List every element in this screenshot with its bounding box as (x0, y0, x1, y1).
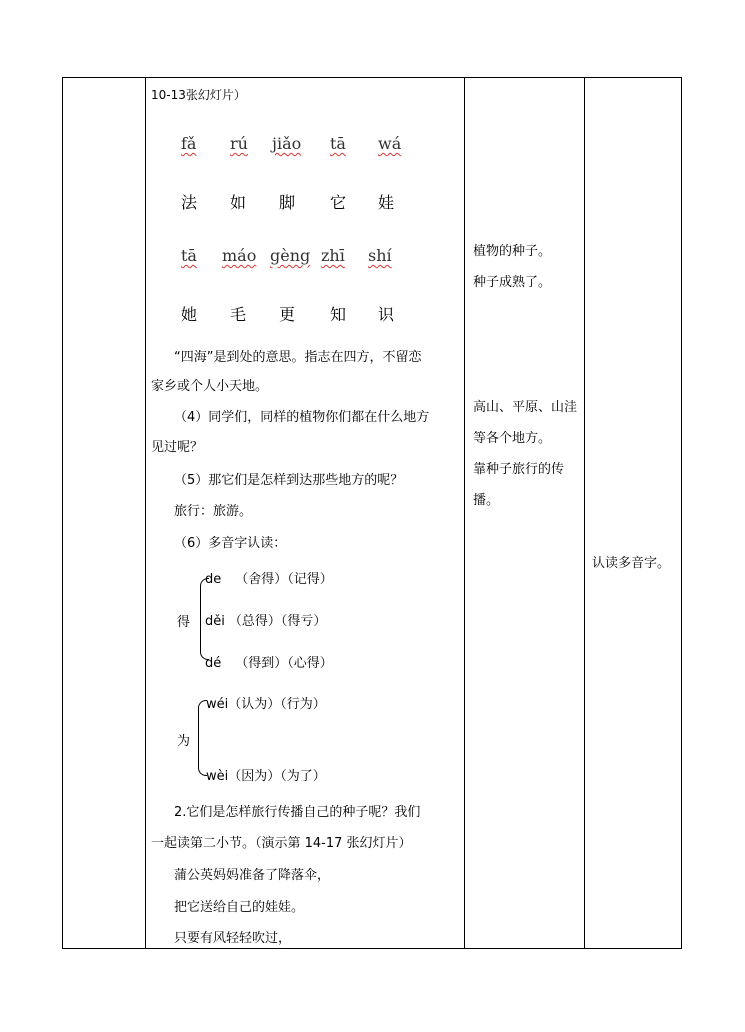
de-pinyin-1: de (205, 572, 222, 587)
de-reading-2 (205, 610, 326, 629)
de-words-1: （舍得）（记得） (235, 572, 333, 587)
wei-words-2: （因为）（为了） (228, 769, 326, 784)
polyphone-wei-char: 为 (177, 734, 191, 749)
de-words-2: （总得）（得亏） (228, 614, 327, 629)
polyphone-de-char: 得 (177, 615, 191, 630)
q4-line1: （4）同学们，同样的植物你们都在什么地方 (174, 410, 430, 425)
lesson-table (62, 77, 682, 949)
pinyin-ta2: tā (181, 246, 197, 265)
poem-line1: 蒲公英妈妈准备了降落伞， (174, 868, 331, 883)
pinyin-shi: shí (368, 246, 392, 265)
sihai-line2: 家乡或个人小天地。 (151, 379, 269, 394)
pinyin-ta: tā (330, 134, 346, 153)
pinyin-wa: wá (378, 134, 402, 153)
pinyin-fa: fǎ (181, 134, 197, 153)
wei-reading-1 (206, 693, 326, 712)
col3-cell (465, 78, 584, 948)
char-ta-she: 她 (181, 305, 198, 324)
col3-line2: 种子成熟了。 (473, 275, 552, 290)
pinyin-jiao: jiǎo (272, 134, 302, 153)
q4-line2: 见过呢？ (151, 440, 204, 455)
col3-line6: 播。 (473, 493, 500, 508)
char-shi: 识 (378, 305, 395, 324)
char-wa: 娃 (378, 193, 395, 212)
char-ru: 如 (230, 193, 247, 212)
wei-pinyin-1: wéi (206, 697, 229, 712)
de-reading-3 (205, 652, 333, 671)
de-pinyin-3: dé (205, 656, 222, 671)
intro-text: 10-13张幻灯片） (151, 88, 246, 102)
char-geng: 更 (279, 305, 296, 324)
char-ta: 它 (330, 193, 347, 212)
pinyin-geng: gèng (270, 246, 311, 265)
wei-reading-2 (206, 765, 326, 784)
col3-line1: 植物的种子。 (473, 244, 552, 259)
sihai-line1: “四海”是到处的意思。指志在四方，不留恋 (174, 350, 422, 365)
col4-line1: 认读多音字。 (592, 556, 671, 571)
char-mao: 毛 (230, 305, 247, 324)
col4-cell (585, 78, 683, 948)
poem-line2: 把它送给自己的娃娃。 (174, 900, 305, 915)
de-reading-1 (205, 568, 333, 587)
char-zhi: 知 (330, 305, 347, 324)
col1-cell (63, 78, 145, 948)
col3-line4: 等各个地方。 (473, 431, 552, 446)
poem-line3: 只要有风轻轻吹过， (174, 931, 292, 946)
col2-cell (146, 78, 464, 948)
q6-text: （6）多音字认读： (174, 536, 287, 551)
pinyin-ru: rú (230, 134, 248, 153)
col3-line5: 靠种子旅行的传 (473, 462, 565, 477)
q5-text: （5）那它们是怎样到达那些地方的呢？ (174, 473, 404, 488)
lvxing-text: 旅行：旅游。 (174, 504, 253, 519)
wei-words-1: （认为）（行为） (228, 697, 326, 712)
de-words-3: （得到）（心得） (235, 656, 333, 671)
section2-line1: 2.它们是怎样旅行传播自己的种子呢？我们 (174, 805, 421, 820)
pinyin-mao: máo (222, 246, 257, 265)
section2-line2: 一起读第二小节。（演示第 14-17 张幻灯片） (151, 836, 412, 851)
col3-line3: 高山、平原、山洼 (473, 400, 578, 415)
pinyin-zhi: zhī (321, 246, 345, 265)
wei-pinyin-2: wèi (206, 769, 229, 784)
char-fa: 法 (181, 193, 198, 212)
de-pinyin-2: děi (205, 614, 225, 629)
char-jiao: 脚 (279, 193, 296, 212)
